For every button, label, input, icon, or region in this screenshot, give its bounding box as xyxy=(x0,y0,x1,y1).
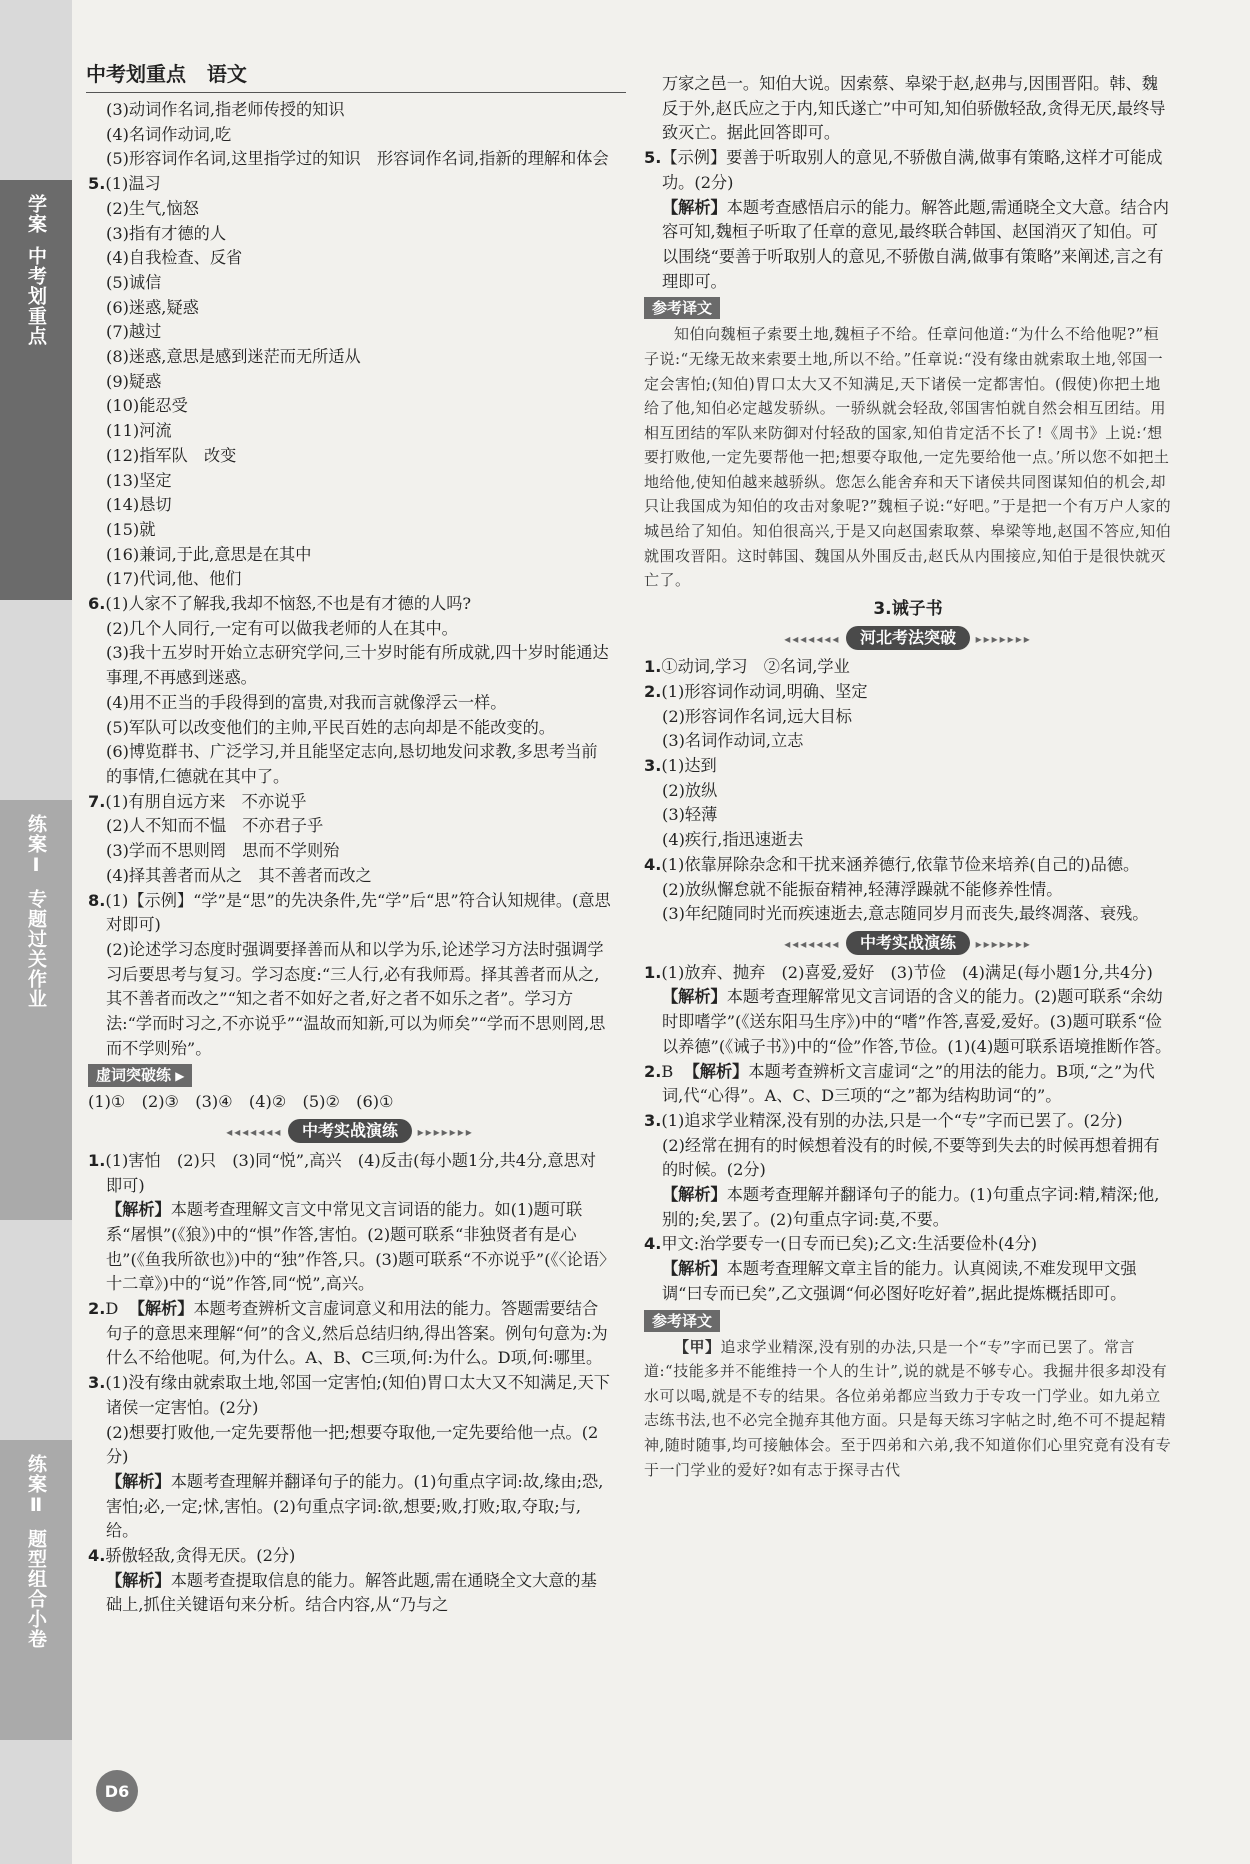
answer-line: (4)名词作动词,吃 xyxy=(106,124,232,144)
sidebar-section-lianan-2 xyxy=(0,1440,72,1740)
answer-item: (4)疾行,指迅速逝去 xyxy=(662,830,804,850)
answer-item: (6)迷惑,疑惑 xyxy=(106,297,199,317)
section-title: 3.诫子书 xyxy=(873,598,943,619)
analysis-label: 【解析】 xyxy=(662,197,727,217)
question-number: 8. xyxy=(88,890,106,910)
right-column xyxy=(644,72,1172,1482)
xuci-answers: (1)① (2)③ (3)④ (4)② (5)② (6)① xyxy=(88,1092,394,1112)
question-number: 5. xyxy=(644,148,662,168)
sidebar-label: 学案 xyxy=(25,194,47,234)
zhongkao-question-3 xyxy=(644,1109,1172,1233)
answer-text: (2)想要打败他,一定先要帮他一把;想要夺取他,一定先要给他一点。(2分) xyxy=(106,1422,599,1467)
practice-question-5 xyxy=(644,146,1172,294)
banner-label: 河北考法突破 xyxy=(846,626,970,650)
answer-item: (7)越过 xyxy=(106,322,162,342)
question-number: 2. xyxy=(644,681,662,701)
answer-text: B xyxy=(661,1061,674,1081)
banner-label: 中考实战演练 xyxy=(288,1119,412,1143)
reference-translation-1 xyxy=(644,322,1172,593)
analysis-text: 本题考查感悟启示的能力。解答此题,需通晓全文大意。结合内容可知,魏桓子听取了任章的意见,最终联合韩国、赵国消灭了知伯。可以围绕“要善于听取别人的意见,不骄傲自满,做事有策略”来阐述,言之有理即可。 xyxy=(662,197,1169,291)
analysis-label: 【解析】 xyxy=(683,1061,749,1081)
answer-item: (15)就 xyxy=(106,519,156,539)
answer-item: (4)择其善者而从之 其不善者而改之 xyxy=(106,865,372,885)
practice-question-2 xyxy=(88,1297,612,1371)
answer-item: (1)有朋自远方来 不亦说乎 xyxy=(105,791,307,811)
question-number: 5. xyxy=(88,174,106,194)
answer-item: (11)河流 xyxy=(106,421,172,441)
sidebar-label: 练案Ⅰ xyxy=(25,814,47,877)
answer-item: (4)用不正当的手段得到的富贵,对我而言就像浮云一样。 xyxy=(106,692,507,712)
reference-translation-2 xyxy=(644,1335,1172,1483)
analysis-text: 本题考查辨析文言虚词“之”的用法的能力。B项,“之”为代词,代“心得”。A、C、D三项的“之”都为结构助词“的”。 xyxy=(662,1061,1155,1106)
section-banner: ◂◂◂◂◂◂◂ 河北考法突破 ▸▸▸▸▸▸▸ xyxy=(644,626,1172,652)
answer-item: (6)博览群书、广泛学习,并且能坚定志向,恳切地发问求教,多思考当前的事情,仁德就在其中了。 xyxy=(106,742,598,786)
hebei-question-3 xyxy=(644,754,1172,853)
header-rule xyxy=(86,92,626,93)
answer-item: (3)指有才德的人 xyxy=(106,223,227,243)
zhongkao-question-2 xyxy=(644,1060,1172,1109)
sidebar-sublabel: 中考划重点 xyxy=(25,246,47,346)
answer-text: D xyxy=(105,1299,119,1319)
question-number: 7. xyxy=(88,791,106,811)
answer-text: 甲文:治学要专一(日专而已矣);乙文:生活要俭朴(4分) xyxy=(661,1234,1038,1254)
answer-item: (1)人家不了解我,我却不恼怒,不也是有才德的人吗? xyxy=(105,594,472,614)
answer-item: (8)迷惑,意思是感到迷茫而无所适从 xyxy=(106,347,361,367)
analysis-label: 【解析】 xyxy=(128,1299,194,1319)
section-banner: ◂◂◂◂◂◂◂ 中考实战演练 ▸▸▸▸▸▸▸ xyxy=(88,1119,612,1145)
left-column xyxy=(88,98,612,1618)
question-number: 2. xyxy=(644,1061,662,1081)
question-5 xyxy=(88,172,612,592)
question-number: 3. xyxy=(644,1110,662,1130)
question-number: 4. xyxy=(644,1234,662,1254)
answer-item: (1)【示例】“学”是“思”的先决条件,先“学”后“思”符合认知规律。(意思对即可) xyxy=(105,890,611,935)
answer-item: (9)疑惑 xyxy=(106,371,162,391)
answer-item: (1)温习 xyxy=(105,174,161,194)
analysis-text: 本题考查理解常见文言词语的含义的能力。(2)题可联系“余幼时即嗜学”(《送东阳马生序》)中的“嗜”作答,喜爱,爱好。(3)题可联系“俭以养德”(《诫子书》)中的“俭”作答,节俭。(1)(4)题可联系语境推断作答。 xyxy=(662,987,1172,1056)
answer-item: (3)年纪随同时光而疾速逝去,意志随同岁月而丧失,最终凋落、衰残。 xyxy=(662,904,1149,924)
sidebar-sublabel: 专题过关作业 xyxy=(25,889,47,1009)
question-number: 2. xyxy=(88,1299,106,1319)
answer-item: (4)自我检查、反省 xyxy=(106,248,243,268)
section-banner: ◂◂◂◂◂◂◂ 中考实战演练 ▸▸▸▸▸▸▸ xyxy=(644,931,1172,957)
answer-item: (12)指军队 改变 xyxy=(106,445,237,465)
answer-item: (14)恳切 xyxy=(106,495,172,515)
sidebar xyxy=(0,0,72,1864)
analysis-text: 本题考查理解并翻译句子的能力。(1)句重点字词:精,精深;他,别的;矣,罢了。(2)句重点字词:莫,不要。 xyxy=(662,1185,1160,1229)
analysis-label: 【解析】 xyxy=(662,1185,727,1205)
zhongkao-question-4 xyxy=(644,1232,1172,1306)
analysis-label: 【解析】 xyxy=(662,987,727,1007)
analysis-text: 本题考查辨析文言虚词意义和用法的能力。答题需要结合句子的意思来理解“何”的含义,然后总结归纳,得出答案。例句句意为:为什么不给他呢。何,为什么。A、B、C三项,何:为什么。D项,何:哪里。 xyxy=(106,1299,608,1368)
analysis-text: 本题考查提取信息的能力。解答此题,需在通晓全文大意的基础上,抓住关键语句来分析。结合内容,从“乃与之 xyxy=(106,1570,597,1615)
answer-text: (1)害怕 (2)只 (3)同“悦”,高兴 (4)反击(每小题1分,共4分,意思对即可) xyxy=(105,1150,596,1195)
answer-line: (3)动词作名词,指老师传授的知识 xyxy=(106,100,345,119)
answer-text: (2)经常在拥有的时候想着没有的时候,不要等到失去的时候再想着拥有的时候。(2分) xyxy=(662,1135,1160,1180)
answer-text: 骄傲轻敌,贪得无厌。(2分) xyxy=(105,1546,296,1566)
answer-item: (13)坚定 xyxy=(106,470,172,490)
answer-text: ①动词,学习 ②名词,学业 xyxy=(661,657,850,677)
answer-item: (3)学而不思则罔 思而不学则殆 xyxy=(106,841,340,861)
answer-item: (5)军队可以改变他们的主帅,平民百姓的志向却是不能改变的。 xyxy=(106,717,555,737)
answer-item: (1)形容词作动词,明确、坚定 xyxy=(661,681,868,701)
answer-text: (1)没有缘由就索取土地,邻国一定害怕;(知伯)胃口太大又不知满足,天下诸侯一定害怕。(2分) xyxy=(105,1373,610,1417)
question-number: 1. xyxy=(88,1150,106,1170)
analysis-label: 【解析】 xyxy=(106,1570,171,1590)
header-subject: 语文 xyxy=(206,62,247,86)
question-6 xyxy=(88,592,612,790)
header-title: 中考划重点 xyxy=(86,62,186,86)
analysis-text: 本题考查理解文言文中常见文言词语的能力。如(1)题可联系“屠惧”(《狼》)中的“惧”作答,害怕。(2)题可联系“非独贤者有是心也”(《鱼我所欲也》)中的“独”作答,只。(3)题可联系“不亦说乎”(《〈论语〉十二章》)中的“说”作答,同“悦”,高兴。 xyxy=(106,1200,608,1294)
hebei-question-4 xyxy=(644,853,1172,927)
answer-text: 【示例】要善于听取别人的意见,不骄傲自满,做事有策略,这样才可能成功。(2分) xyxy=(661,148,1163,192)
hebei-question-1 xyxy=(644,655,1172,680)
answer-item: (2)论述学习态度时强调要择善而从和以学为乐,论述学习方法时强调学习后要思考与复习。学习态度:“三人行,必有我师焉。择其善者而从之,其不善者而改之”“知之者不如好之者,好之者不如乐之者”。学习方法:“学而时习之,不亦说乎”“温故而知新,可以为师矣”“学而不思则罔,思而不学则殆”。 xyxy=(106,939,606,1058)
banner-label: 中考实战演练 xyxy=(846,931,970,955)
analysis-text: 本题考查理解文章主旨的能力。认真阅读,不难发现甲文强调“曰专而已矣”,乙文强调“何必图好吃好着”,据此提炼概括即可。 xyxy=(662,1259,1137,1303)
zhongkao-question-1 xyxy=(644,961,1172,1060)
sidebar-section-xuean xyxy=(0,180,72,600)
question-number: 1. xyxy=(644,657,662,677)
answer-text: (1)追求学业精深,没有别的办法,只是一个“专”字而已罢了。(2分) xyxy=(661,1110,1123,1130)
page-number-badge: D6 xyxy=(96,1770,138,1812)
sidebar-section-lianan-1 xyxy=(0,800,72,1220)
answer-item: (1)达到 xyxy=(661,756,717,776)
answer-item: (3)名词作动词,立志 xyxy=(662,731,804,751)
answer-item: (2)放纵懈怠就不能振奋精神,轻薄浮躁就不能修养性情。 xyxy=(662,879,1063,899)
translation-text: 知伯向魏桓子索要土地,魏桓子不给。任章问他道:“为什么不给他呢?”桓子说:“无缘无故来索要土地,所以不给。”任章说:“没有缘由就索取土地,邻国一定会害怕;(知伯)胃口太大又不知满足,天下诸侯一定都害怕。(假使)你把土地给了他,知伯必定越发骄纵。一骄纵就会轻敌,邻国害怕就自然会相互团结。用相互团结的军队来防御对付轻敌的国家,知伯肯定活不长了!《周书》上说:‘想要打败他,一定先要帮他一把;想要夺取他,一定先要给他一点。’所以您不如把土地给他,使知伯越来越骄纵。您怎么能舍弃和天下诸侯共同图谋知伯的机会,却只让我国成为知伯的攻击对象呢?”魏桓子说:“好吧。”于是把一个有万户人家的城邑给了知伯。知伯很高兴,于是又向赵国索取蔡、皋梁等地,赵国不答应,知伯就围攻晋阳。这时韩国、魏国从外围反击,赵氏从内围接应,知伯于是很快就灭亡了。 xyxy=(644,325,1172,590)
answer-item: (16)兼词,于此,意思是在其中 xyxy=(106,544,312,564)
answer-item: (2)生气,恼怒 xyxy=(106,198,199,218)
translation-text: 追求学业精深,没有别的办法,只是一个“专”字而已罢了。常言道:“技能多并不能维持一个人的生计”,说的就是不够专心。我掘井很多却没有水可以喝,就是不专的结果。各位弟弟都应当致力于专攻一门学业。如九弟立志练书法,也不必完全抛弃其他方面。只是每天练习字帖之时,绝不可不提起精神,随时随事,均可接触体会。至于四弟和六弟,我不知道你们心里究竟有没有专于一门学业的爱好?如有志于探寻古代 xyxy=(644,1337,1172,1479)
answer-line: (5)形容词作名词,这里指学过的知识 形容词作名词,指新的理解和体会 xyxy=(106,149,609,169)
sidebar-label: 练案Ⅱ xyxy=(25,1454,47,1517)
question-8 xyxy=(88,889,612,1062)
answer-item: (3)轻薄 xyxy=(662,805,718,825)
answer-item: (1)依靠屏除杂念和干扰来涵养德行,依靠节俭来培养(自己的)品德。 xyxy=(661,854,1140,874)
xuci-practice-tag: 虚词突破练 ▶ xyxy=(88,1064,192,1087)
question-number: 4. xyxy=(88,1546,106,1566)
answer-item: (2)几个人同行,一定有可以做我老师的人在其中。 xyxy=(106,618,458,638)
question-number: 3. xyxy=(644,756,662,776)
answer-item: (2)人不知而不愠 不亦君子乎 xyxy=(106,816,324,836)
answer-item: (17)代词,他、他们 xyxy=(106,569,242,589)
question-number: 4. xyxy=(644,854,662,874)
analysis-label: 【解析】 xyxy=(106,1471,171,1491)
translation-mark: 【甲】 xyxy=(674,1337,721,1356)
analysis-label: 【解析】 xyxy=(106,1200,171,1220)
answer-text: (1)放弃、抛弃 (2)喜爱,爱好 (3)节俭 (4)满足(每小题1分,共4分) xyxy=(661,962,1153,982)
answer-item: (10)能忍受 xyxy=(106,396,188,416)
analysis-label: 【解析】 xyxy=(662,1259,727,1279)
practice-question-1 xyxy=(88,1149,612,1297)
answer-item: (5)诚信 xyxy=(106,272,162,292)
hebei-question-2 xyxy=(644,680,1172,754)
translation-tag: 参考译文 xyxy=(644,297,720,319)
question-7 xyxy=(88,790,612,889)
sidebar-sublabel: 题型组合小卷 xyxy=(25,1529,47,1649)
answer-item: (3)我十五岁时开始立志研究学问,三十岁时能有所成就,四十岁时能通达事理,不再感到迷惑。 xyxy=(106,643,609,688)
question-number: 1. xyxy=(644,962,662,982)
analysis-continued: 万家之邑一。知伯大说。因索蔡、皋梁于赵,赵弗与,因围晋阳。韩、魏反于外,赵氏应之于内,知氏遂亡”中可知,知伯骄傲轻敌,贪得无厌,最终导致灭亡。据此回答即可。 xyxy=(662,74,1166,143)
question-number: 3. xyxy=(88,1373,106,1393)
analysis-text: 本题考查理解并翻译句子的能力。(1)句重点字词:故,缘由;恐,害怕;必,一定;怵,害怕。(2)句重点字词:欲,想要;败,打败;取,夺取;与,给。 xyxy=(106,1471,604,1541)
practice-question-3 xyxy=(88,1371,612,1544)
answer-item: (2)形容词作名词,远大目标 xyxy=(662,706,852,726)
answer-item: (2)放纵 xyxy=(662,780,718,800)
practice-question-4 xyxy=(88,1544,612,1618)
page-header xyxy=(86,58,626,87)
question-number: 6. xyxy=(88,594,106,614)
translation-tag: 参考译文 xyxy=(644,1310,720,1332)
